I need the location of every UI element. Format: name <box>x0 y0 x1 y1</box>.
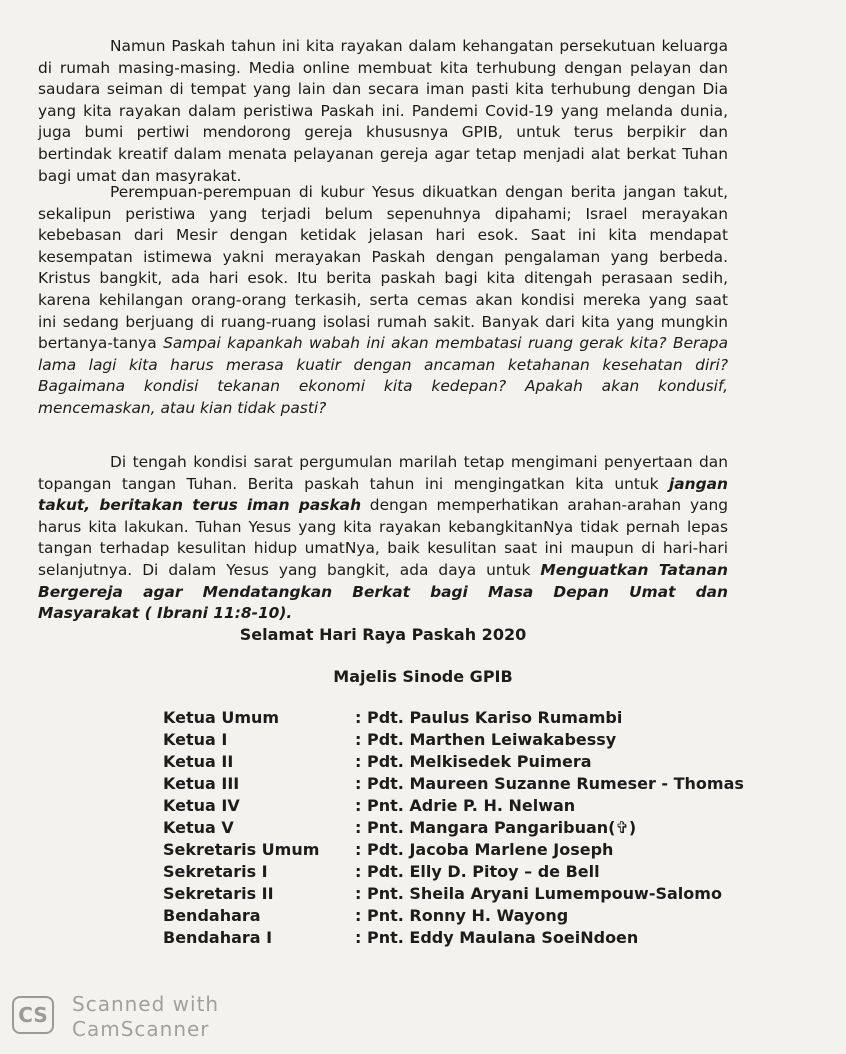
officer-name: : Pdt. Jacoba Marlene Joseph <box>355 840 614 859</box>
text-segment: topangan tangan Tuhan. Berita paskah tahun ini mengingatkan kita untuk <box>38 474 670 493</box>
text-line: Kristus bangkit, ada hari esok. Itu berita paskah bagi kita ditengah perasaan sedih, <box>38 269 728 288</box>
officer-name: : Pdt. Elly D. Pitoy – de Bell <box>355 862 600 881</box>
emphasis-text: Masyarakat ( Ibrani 11:8-10). <box>38 604 293 623</box>
text-line <box>38 560 728 582</box>
officer-role: Sekretaris I <box>163 862 268 881</box>
officer-role: Sekretaris Umum <box>163 840 320 859</box>
text-line: harus kita lakukan. Tuhan Yesus yang kita rayakan kebangkitanNya tidak pernah lepas <box>38 517 728 536</box>
officer-name: : Pnt. Mangara Pangaribuan(✞) <box>355 818 637 837</box>
italic-question: mencemaskan, atau kian tidak pasti? <box>38 398 327 417</box>
paragraph-2 <box>38 182 728 420</box>
greeting: Selamat Hari Raya Paskah 2020 <box>239 625 527 644</box>
emphasis-text: Bergereja agar Mendatangkan Berkat bagi Masa Depan Umat dan <box>38 582 728 601</box>
text-line: di rumah masing-masing. Media online membuat kita terhubung dengan pelayan dan <box>38 58 728 77</box>
officer-role: Ketua I <box>163 730 228 749</box>
text-line: yang kita rayakan dalam peristiwa Paskah ini. Pandemi Covid-19 yang melanda dunia, <box>38 101 728 120</box>
text-line: Perempuan-perempuan di kubur Yesus dikuatkan dengan berita jangan takut, <box>110 183 728 201</box>
text-segment: selanjutnya. Di dalam Yesus yang bangkit, ada daya untuk <box>38 560 541 579</box>
camscanner-logo-icon: CS <box>12 996 54 1034</box>
officer-role: Ketua II <box>163 752 234 771</box>
emphasis-text: Menguatkan Tatanan <box>540 560 728 579</box>
emphasis-text: takut, beritakan terus iman paskah <box>38 496 362 515</box>
paragraph-3 <box>38 452 728 625</box>
officer-role: Ketua IV <box>163 796 240 815</box>
watermark-line: CamScanner <box>72 1017 210 1041</box>
officer-name: : Pnt. Eddy Maulana SoeiNdoen <box>355 928 639 947</box>
text-line: saudara seiman di tempat yang lain dan secara iman pasti kita terhubung dengan Dia <box>38 80 728 99</box>
signatory: Majelis Sinode GPIB <box>333 667 513 686</box>
officer-name: : Pdt. Maureen Suzanne Rumeser - Thomas <box>355 774 744 793</box>
text-line: tangan terhadap kesulitan hidup umatNya, baik kesulitan saat ini maupun di hari-hari <box>38 539 728 558</box>
emphasis-text: jangan <box>669 474 728 493</box>
text-line: kebebasan dari Mesir dengan ketidak jelasan hari esok. Saat ini kita mendapat <box>38 226 728 245</box>
paragraph-1 <box>38 36 728 187</box>
text-line <box>38 333 728 355</box>
text-segment: bertanya-tanya <box>38 334 164 353</box>
watermark-text <box>72 992 219 1042</box>
officer-name: : Pnt. Ronny H. Wayong <box>355 906 569 925</box>
officer-name: : Pdt. Marthen Leiwakabessy <box>355 730 617 749</box>
text-line: Di tengah kondisi sarat pergumulan marilah tetap mengimani penyertaan dan <box>110 453 728 471</box>
text-line: bertindak kreatif dalam menata pelayanan gereja agar tetap menjadi alat berkat Tuhan <box>38 144 728 163</box>
text-line: ini sedang berjuang di ruang-ruang isolasi rumah sakit. Banyak dari kita yang mungkin <box>38 312 728 331</box>
text-line <box>38 495 728 517</box>
text-line: bagi umat dan masyrakat. <box>38 166 242 185</box>
officer-role: Ketua III <box>163 774 240 793</box>
camscanner-watermark <box>12 992 252 1042</box>
officer-role: Sekretaris II <box>163 884 274 903</box>
text-line: Namun Paskah tahun ini kita rayakan dalam kehangatan persekutuan keluarga <box>110 37 728 55</box>
officer-name: : Pdt. Melkisedek Puimera <box>355 752 592 771</box>
text-line <box>38 474 728 496</box>
italic-question: Bagaimana kondisi tekanan ekonomi kita kedepan? Apakah akan kondusif, <box>38 377 728 396</box>
officer-name: : Pdt. Paulus Kariso Rumambi <box>355 708 623 727</box>
text-line: juga bumi pertiwi mendorong gereja khususnya GPIB, untuk terus berpikir dan <box>38 123 728 142</box>
watermark-line: Scanned with <box>72 992 220 1016</box>
italic-question: Sampai kapankah wabah ini akan membatasi ruang gerak kita? Berapa <box>163 334 728 353</box>
text-line: sekalipun peristiwa yang terjadi belum sepenuhnya dipahami; Israel merayakan <box>38 204 728 223</box>
officer-role: Ketua Umum <box>163 708 280 727</box>
italic-question: lama lagi kita harus merasa kuatir dengan ancaman ketahanan kesehatan diri? <box>38 355 728 374</box>
text-line: kesempatan istimewa yakni merayakan Paskah dengan pengalaman yang berbeda. <box>38 247 728 266</box>
officer-name: : Pnt. Adrie P. H. Nelwan <box>355 796 576 815</box>
officer-role: Bendahara <box>163 906 261 925</box>
text-segment: dengan memperhatikan arahan-arahan yang <box>361 496 729 515</box>
officer-name: : Pnt. Sheila Aryani Lumempouw-Salomo <box>355 884 722 903</box>
officer-role: Bendahara I <box>163 928 273 947</box>
text-line: karena kehilangan orang-orang terkasih, serta cemas akan kondisi mereka yang saat <box>38 290 728 309</box>
officer-role: Ketua V <box>163 818 234 837</box>
